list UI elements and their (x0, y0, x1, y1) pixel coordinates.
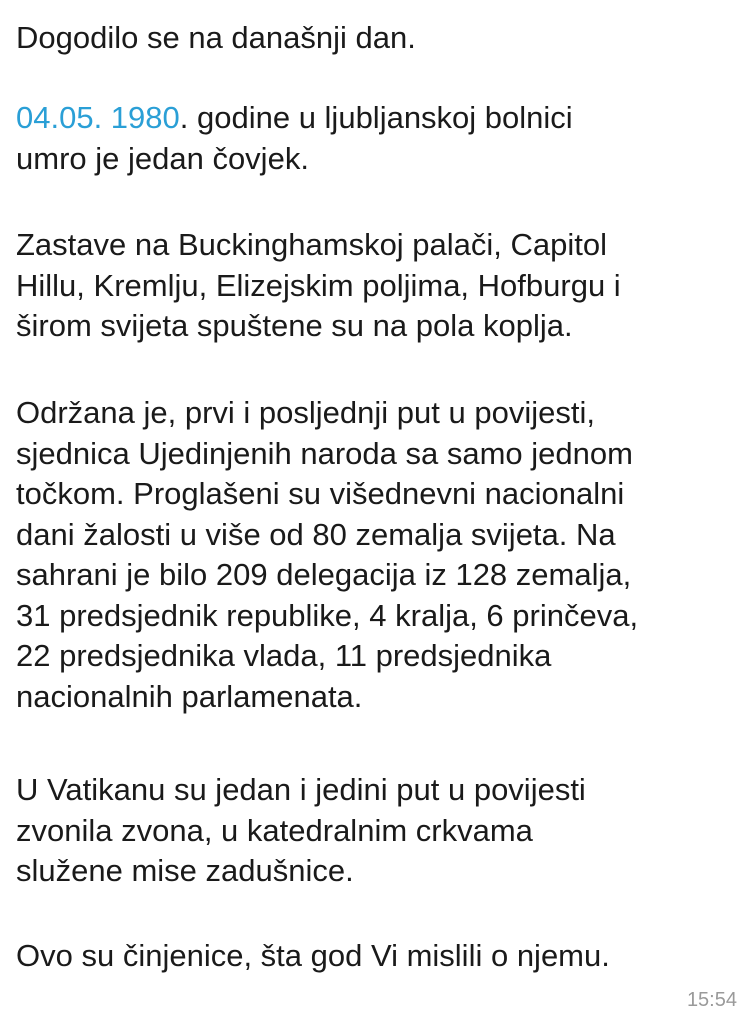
message-line: Hillu, Kremlju, Elizejskim poljima, Hofburgu i (16, 267, 621, 303)
message-line: širom svijeta spuštene su na pola koplja. (16, 308, 573, 343)
date-link[interactable]: 04.05. 1980 (16, 100, 180, 135)
message-paragraph (16, 18, 416, 59)
message-line: 22 predsjednika vlada, 11 predsjednika (16, 638, 552, 673)
message-line: sjednica Ujedinjenih naroda sa samo jednom (16, 435, 633, 471)
message-line: Dogodilo se na današnji dan. (16, 20, 416, 55)
message-paragraph (16, 936, 610, 977)
message-line: nacionalnih parlamenata. (16, 678, 363, 714)
message-line: Ovo su činjenice, šta god Vi mislili o njemu. (16, 938, 610, 973)
message-line: Održana je, prvi i posljednji put u povijesti, (16, 395, 595, 430)
message-line: Zastave na Buckinghamskoj palači, Capitol (16, 227, 608, 262)
message-line: dani žalosti u više od 80 zemalja svijeta. Na (16, 516, 616, 552)
message-line: U Vatikanu su jedan i jedini put u povijesti (16, 772, 586, 807)
message-paragraph (16, 225, 621, 347)
message-timestamp: 15:54 (686, 989, 737, 1011)
message-line: umro je jedan čovjek. (16, 140, 309, 176)
message-paragraph (16, 98, 573, 179)
message-line: sahrani je bilo 209 delegacija iz 128 zemalja, (16, 557, 632, 592)
message-paragraph (16, 770, 586, 892)
message-text: . godine u ljubljanskoj bolnici (179, 100, 573, 135)
message-paragraph (16, 393, 638, 717)
message-line (16, 98, 573, 139)
message-line: točkom. Proglašeni su višednevni nacionalni (16, 476, 625, 511)
message-line: 31 predsjednik republike, 4 kralja, 6 prinčeva, (16, 597, 639, 633)
message-line: zvonila zvona, u katedralnim crkvama (16, 812, 533, 848)
message-line: služene mise zadušnice. (16, 853, 354, 888)
